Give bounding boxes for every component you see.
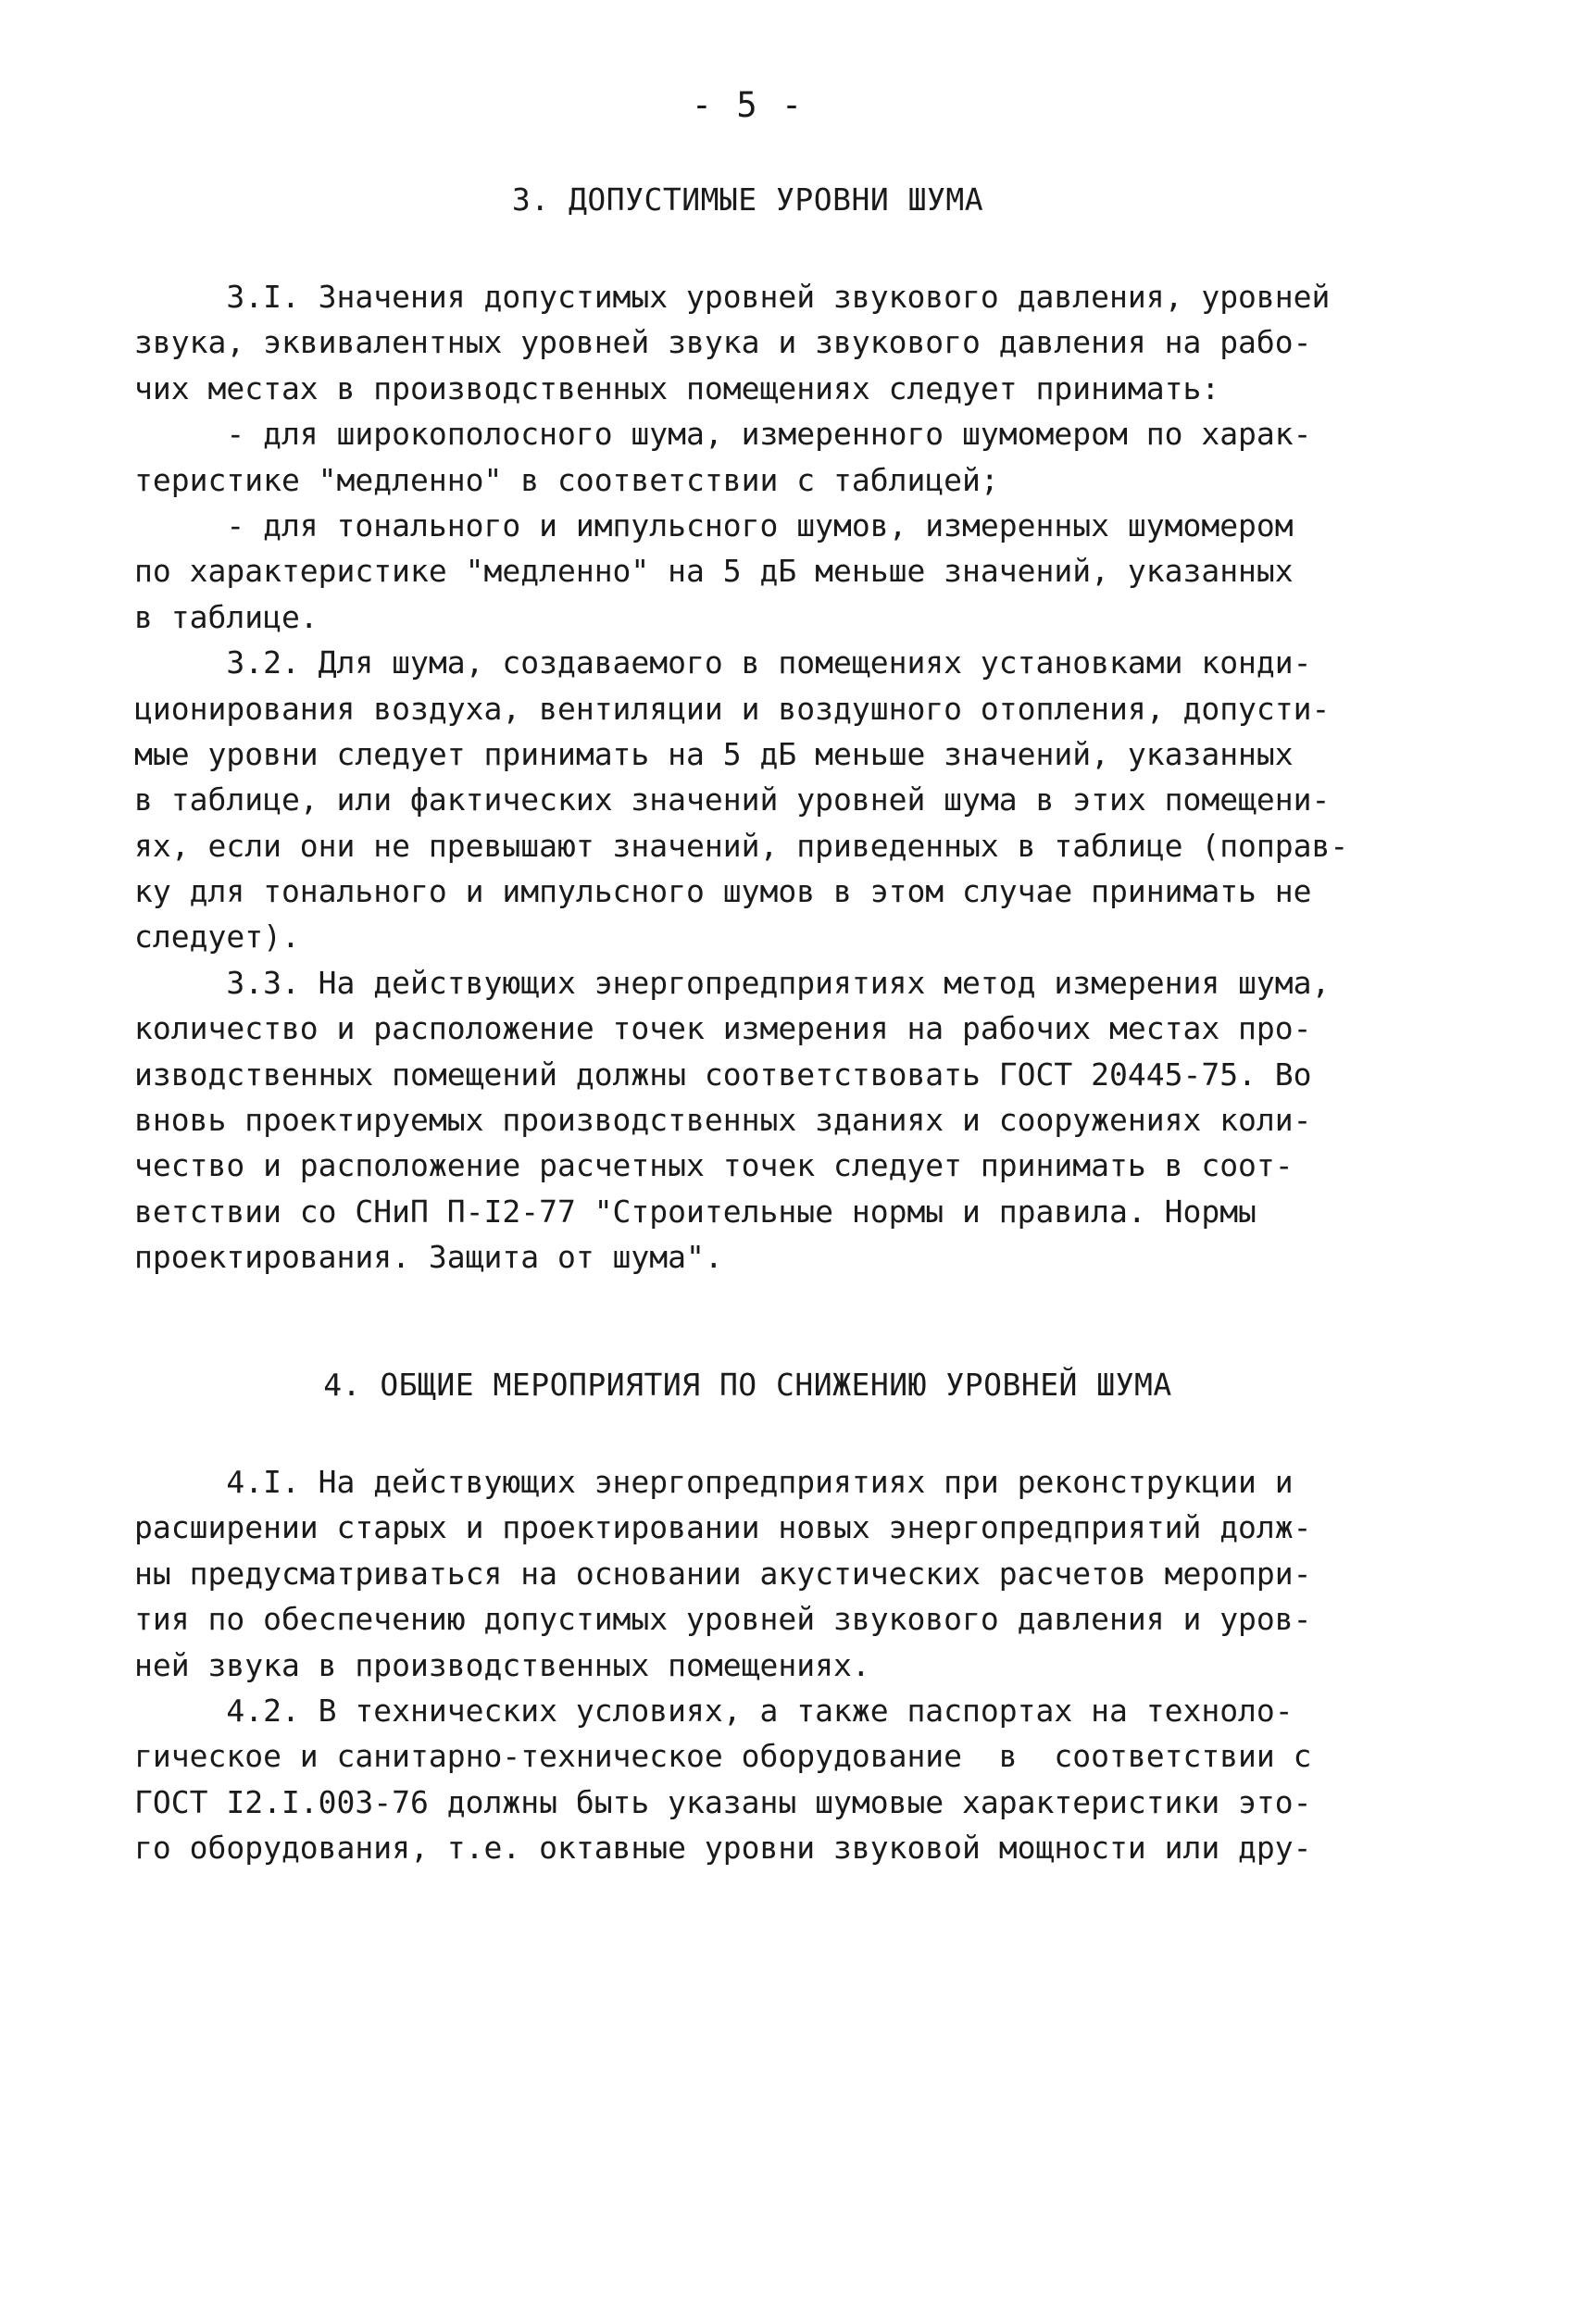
section-4-body [134,1459,1412,1871]
text-line: ционирования воздуха, вентиляции и воздушного отопления, допусти- [134,690,1331,727]
text-line: следует). [134,918,300,956]
text-line: мые уровни следует принимать на 5 дБ меньше значений, указанных [134,735,1294,772]
text-line: 3.3. На действующих энергопредприятиях метод измерения шума, [134,964,1331,1001]
text-line: звука, эквивалентных уровней звука и звукового давления на рабо- [134,324,1312,361]
text-line: 4.I. На действующих энергопредприятиях при реконструкции и [134,1464,1294,1500]
text-line: ку для тонального и импульсного шумов в этом случае принимать не [134,873,1312,910]
text-line: ГОСТ I2.I.003-76 должны быть указаны шумовые характеристики это- [134,1783,1312,1820]
text-line: го оборудования, т.е. октавные уровни звуковой мощности или дру- [134,1830,1312,1867]
text-line: в таблице, или фактических значений уровней шума в этих помещени- [134,781,1331,818]
text-line: гическое и санитарно-техническое оборудование в соответствии с [134,1738,1312,1775]
text-line: изводственных помещений должны соответствовать ГОСТ 20445-75. Во [134,1056,1312,1093]
text-line: 3.I. Значения допустимых уровней звукового давления, уровней [134,279,1331,315]
text-line: ях, если они не превышают значений, приведенных в таблице (поправ- [134,827,1349,864]
section-3-heading: 3. ДОПУСТИМЫЕ УРОВНИ ШУМА [511,181,984,218]
text-line: 4.2. В технических условиях, а также паспортах на техноло- [134,1692,1294,1729]
section-4-heading: 4. ОБЩИЕ МЕРОПРИЯТИЯ ПО СНИЖЕНИЮ УРОВНЕЙ ШУМА [323,1367,1172,1403]
text-line: по характеристике "медленно" на 5 дБ меньше значений, указанных [134,553,1294,590]
page-number: - 5 - [691,85,805,125]
text-line: тия по обеспечению допустимых уровней звукового давления и уров- [134,1601,1312,1638]
text-line: ны предусматриваться на основании акустических расчетов меропри- [134,1555,1312,1592]
text-line: в таблице. [134,598,319,635]
text-line: расширении старых и проектировании новых энергопредприятий долж- [134,1509,1312,1546]
text-line: чих местах в производственных помещениях следует принимать: [134,369,1220,406]
text-line: - для тонального и импульсного шумов, измеренных шумомером [134,506,1294,544]
text-line: 3.2. Для шума, создаваемого в помещениях установками конди- [134,644,1312,681]
text-line: количество и расположение точек измерения на рабочих местах про- [134,1010,1312,1047]
text-line: чество и расположение расчетных точек следует принимать в соот- [134,1147,1294,1184]
text-line: проектирования. Защита от шума". [134,1239,723,1276]
text-line: - для широкополосного шума, измеренного шумомером по харак- [134,416,1312,453]
text-line: ней звука в производственных помещениях. [134,1646,870,1683]
section-3-body [134,274,1412,1281]
text-line: вновь проектируемых производственных зданиях и сооружениях коли- [134,1102,1312,1139]
text-line: теристике "медленно" в соответствии с таблицей; [134,461,999,498]
text-line: ветствии со СНиП П-I2-77 "Строительные нормы и правила. Нормы [134,1193,1257,1230]
